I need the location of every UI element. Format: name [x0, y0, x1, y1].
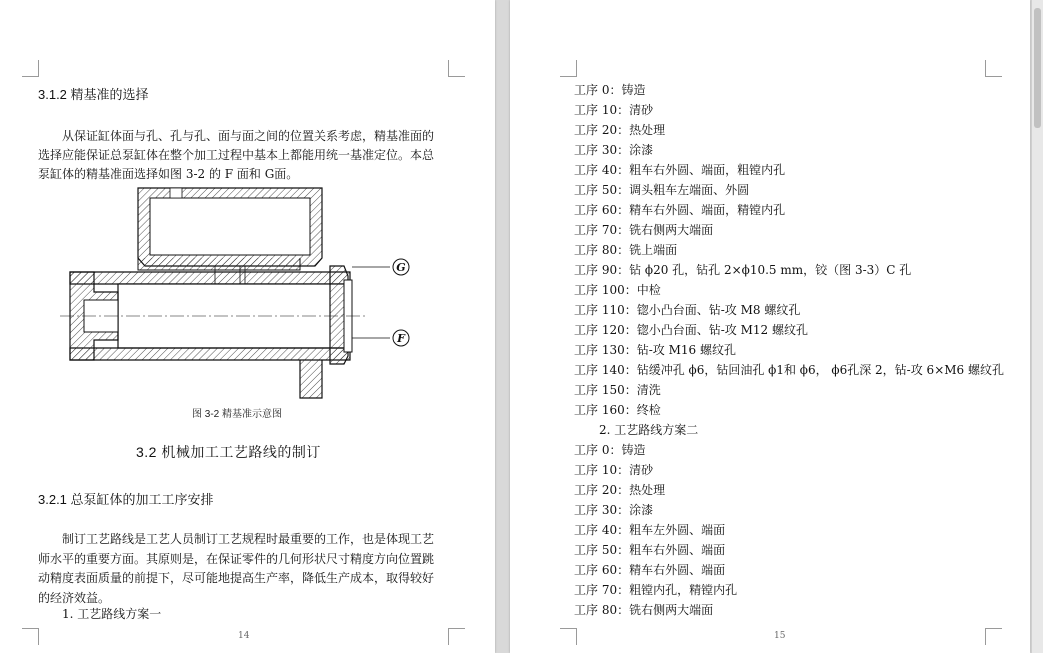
process-step: 工序 10：清砂 — [574, 463, 654, 477]
crop-mark — [448, 60, 465, 77]
figure-fine-datum-drawing — [60, 180, 420, 405]
process-step: 工序 40：粗车左外圆、端面 — [574, 523, 726, 537]
paragraph-fine-datum — [38, 127, 443, 184]
page-number: 14 — [238, 631, 250, 641]
process-step: 工序 50：调头粗车左端面、外圆 — [574, 183, 750, 197]
paragraph-line: 从保证缸体面与孔、孔与孔、面与面之间的位置关系考虑，精基准面的 — [62, 129, 435, 143]
process-step: 工序 130：钻-攻 M16 螺纹孔 — [574, 343, 736, 357]
process-step-list — [574, 80, 1004, 620]
paragraph-line: 动精度表面质量的前提下，尽可能地提高生产率，降低生产成本，取得较好 — [38, 571, 435, 585]
crop-mark — [560, 60, 577, 77]
crop-mark — [985, 60, 1002, 77]
process-step: 工序 100：中检 — [574, 283, 661, 297]
section-heading-3-2: 3.2 机械加工工艺路线的制订 — [136, 444, 321, 460]
process-step: 工序 60：精车右外圆、端面 — [574, 563, 726, 577]
crop-mark — [22, 628, 39, 645]
process-step: 工序 160：终检 — [574, 403, 661, 417]
process-step: 工序 30：涂漆 — [574, 143, 654, 157]
process-step: 工序 60：精车右外圆、端面，精镗内孔 — [574, 203, 786, 217]
process-step: 工序 90：钻 ϕ20 孔，钻孔 2×ϕ10.5 mm，铰（图 3-3）C 孔 — [574, 263, 912, 277]
process-step: 工序 20：热处理 — [574, 123, 666, 137]
section-heading-3-2-1: 3.2.1 总泵缸体的加工工序安排 — [38, 492, 214, 507]
document-page-15 — [510, 0, 1030, 653]
paragraph-line: 的经济效益。 — [38, 590, 111, 605]
process-step: 工序 150：清洗 — [574, 383, 661, 397]
process-step: 工序 80：铣右侧两大端面 — [574, 603, 714, 617]
process-step: 工序 110：锪小凸台面、钻-攻 M8 螺纹孔 — [574, 303, 801, 317]
crop-mark — [560, 628, 577, 645]
process-step: 工序 140：钻缓冲孔 ϕ6，钻回油孔 ϕ1和 ϕ6， ϕ6孔深 2，钻-攻 6×M6 螺纹孔 — [574, 363, 1004, 377]
crop-mark — [985, 628, 1002, 645]
vertical-scrollbar[interactable] — [1031, 0, 1043, 653]
scrollbar-thumb[interactable] — [1034, 8, 1041, 128]
process-step: 工序 30：涂漆 — [574, 503, 654, 517]
datum-label-f: F — [397, 332, 405, 345]
document-page-14 — [0, 0, 495, 653]
paragraph-process-route — [38, 530, 443, 608]
process-step: 工序 70：粗镗内孔，精镗内孔 — [574, 583, 738, 597]
paragraph-line: 师水平的重要方面。其原则是，在保证零件的几何形状尺寸精度方向位置跳 — [38, 551, 435, 566]
paragraph-line: 选择应能保证总泵缸体在整个加工过程中基本上都能用统一基准定位。本总 — [38, 148, 435, 162]
process-step: 工序 80：铣上端面 — [574, 243, 678, 257]
process-step: 工序 70：铣右侧两大端面 — [574, 223, 714, 237]
paragraph-line: 制订工艺路线是工艺人员制订工艺规程时最重要的工作，也是体现工艺 — [62, 532, 435, 546]
crop-mark — [448, 628, 465, 645]
process-step: 工序 40：粗车右外圆、端面，粗镗内孔 — [574, 163, 786, 177]
process-step: 工序 10：清砂 — [574, 103, 654, 117]
process-step: 工序 20：热处理 — [574, 483, 666, 497]
crop-mark — [22, 60, 39, 77]
process-step: 工序 0：铸造 — [574, 443, 646, 457]
section-heading-3-1-2: 3.1.2 精基准的选择 — [38, 87, 149, 102]
list-item-route-one: 1. 工艺路线方案一 — [62, 607, 162, 621]
page-number: 15 — [774, 631, 786, 641]
list-item-route-two: 2. 工艺路线方案二 — [599, 423, 699, 437]
process-step: 工序 120：锪小凸台面、钻-攻 M12 螺纹孔 — [574, 323, 808, 337]
datum-label-g: G — [396, 261, 406, 274]
figure-caption: 图 3-2 精基准示意图 — [192, 409, 283, 420]
process-step: 工序 0：铸造 — [574, 83, 646, 97]
process-step: 工序 50：粗车右外圆、端面 — [574, 543, 726, 557]
paragraph-line: 泵缸体的精基准面选择如图 3-2 的 F 面和 G面。 — [38, 167, 299, 181]
